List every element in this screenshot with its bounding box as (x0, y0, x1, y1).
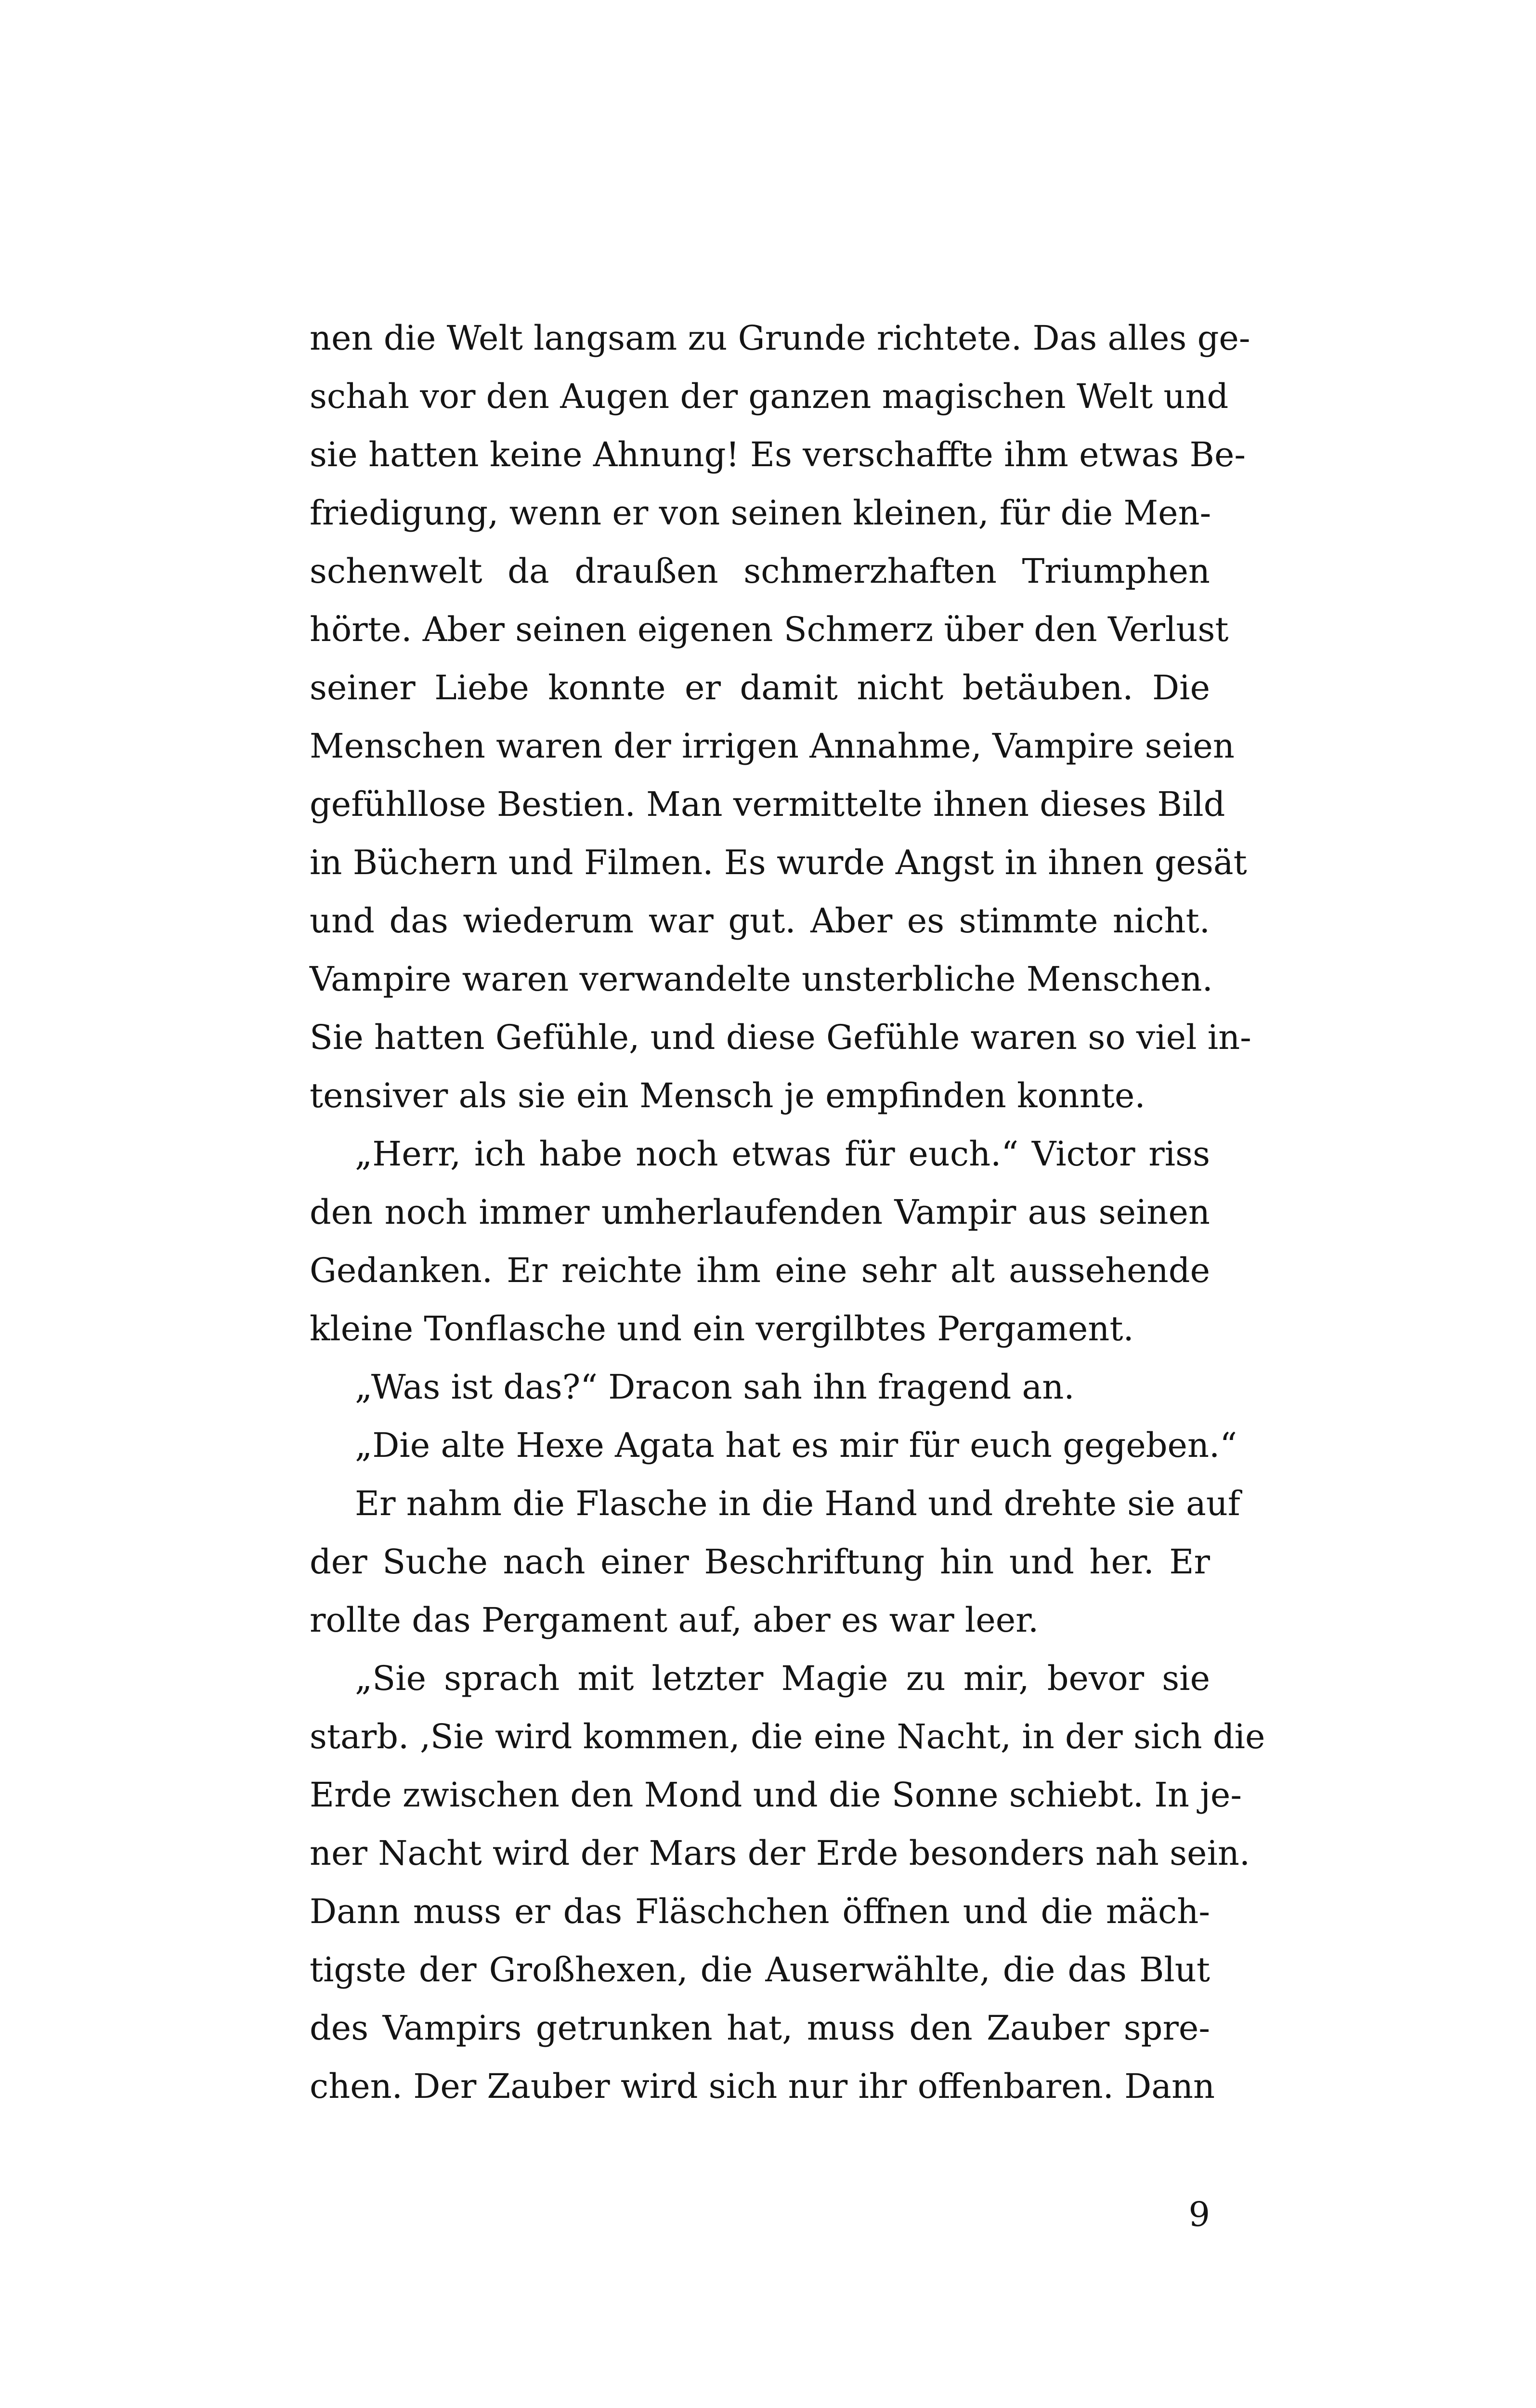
text-line: in Büchern und Filmen. Es wurde Angst in ihnen gesät (310, 843, 1247, 882)
text-line: Sie hatten Gefühle, und diese Gefühle waren so viel in- (310, 1018, 1251, 1057)
text-line: Vampire waren verwandelte unsterbliche Menschen. (310, 959, 1213, 999)
text-line: und das wiederum war gut. Aber es stimmte nicht. (310, 901, 1210, 941)
text-line: des Vampirs getrunken hat, muss den Zauber spre- (310, 2008, 1210, 2048)
text-line: Menschen waren der irrigen Annahme, Vampire seien (310, 726, 1235, 766)
text-line: sie hatten keine Ahnung! Es verschaffte ihm etwas Be- (310, 435, 1246, 474)
text-line: „Was ist das?“ Dracon sah ihn fragend an. (355, 1367, 1075, 1407)
text-line: friedigung, wenn er von seinen kleinen, für die Men- (310, 493, 1211, 533)
text-line: Gedanken. Er reichte ihm eine sehr alt aussehende (310, 1251, 1210, 1290)
text-line: hörte. Aber seinen eigenen Schmerz über den Verlust (310, 610, 1229, 649)
text-line: Erde zwischen den Mond und die Sonne schiebt. In je- (310, 1775, 1242, 1815)
text-line: seiner Liebe konnte er damit nicht betäuben. Die (310, 668, 1210, 707)
text-line: gefühllose Bestien. Man vermittelte ihnen dieses Bild (310, 785, 1225, 824)
text-line: „Die alte Hexe Agata hat es mir für euch gegeben.“ (355, 1426, 1237, 1465)
text-line: den noch immer umherlaufenden Vampir aus seinen (310, 1192, 1210, 1232)
text-line: chen. Der Zauber wird sich nur ihr offenbaren. Dann (310, 2067, 1215, 2106)
text-line: tensiver als sie ein Mensch je empfinden konnte. (310, 1076, 1145, 1115)
text-line: „Herr, ich habe noch etwas für euch.“ Victor riss (355, 1134, 1210, 1174)
text-line: schah vor den Augen der ganzen magischen Welt und (310, 377, 1229, 416)
text-line: kleine Tonflasche und ein vergilbtes Pergament. (310, 1309, 1134, 1348)
text-line: schenwelt da draußen schmerzhaften Triumphen (310, 551, 1210, 591)
text-line: tigste der Großhexen, die Auserwählte, die das Blut (310, 1950, 1210, 1989)
text-line: nen die Welt langsam zu Grunde richtete. Das alles ge- (310, 318, 1250, 358)
text-line: starb. ‚Sie wird kommen, die eine Nacht, in der sich die (310, 1717, 1265, 1756)
text-line: rollte das Pergament auf, aber es war leer. (310, 1600, 1039, 1640)
text-line: „Sie sprach mit letzter Magie zu mir, bevor sie (355, 1659, 1210, 1698)
page-number: 9 (1188, 2195, 1210, 2234)
body-text (310, 309, 1265, 2116)
text-line: Dann muss er das Fläschchen öffnen und die mäch- (310, 1892, 1210, 1931)
text-line: der Suche nach einer Beschriftung hin und her. Er (310, 1542, 1210, 1582)
text-line: ner Nacht wird der Mars der Erde besonders nah sein. (310, 1833, 1250, 1873)
text-line: Er nahm die Flasche in die Hand und drehte sie auf (355, 1484, 1240, 1523)
